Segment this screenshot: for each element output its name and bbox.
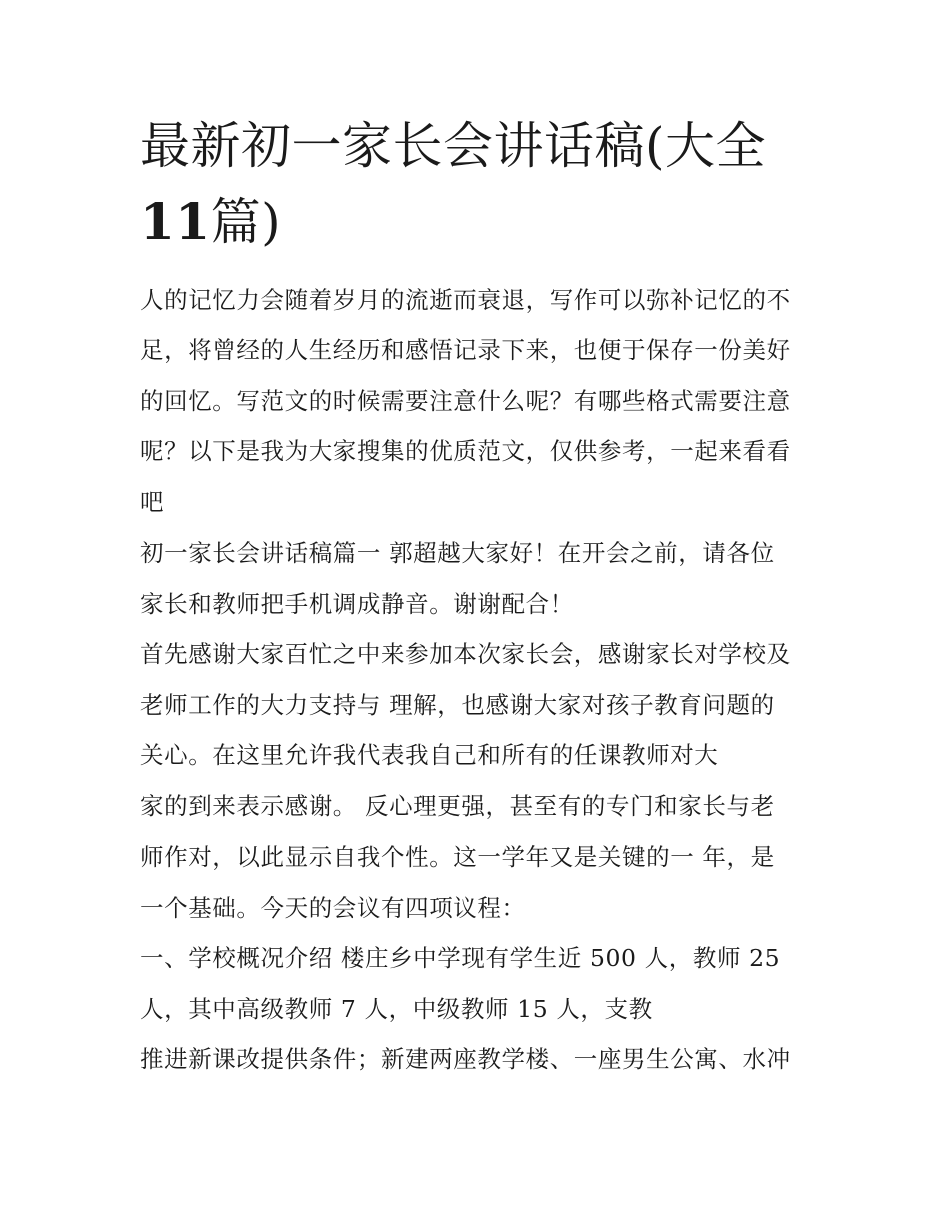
- body-line-12: 师作对，以此显示自我个性。这一学年又是关键的一 年，是: [140, 843, 775, 871]
- page-title: [140, 108, 820, 260]
- body-line-4: 呢？以下是我为大家搜集的优质范文，仅供参考，一起来看看: [140, 437, 791, 465]
- body-line-5: 吧: [140, 488, 165, 516]
- body-line-13: 一个基础。今天的会议有四项议程：: [140, 894, 526, 922]
- body-line-16: 推进新课改提供条件；新建两座教学楼、一座男生公寓、水冲: [140, 1045, 791, 1073]
- body-line-7: 家长和教师把手机调成静音。谢谢配合！: [140, 590, 574, 618]
- body-line-15: 人，其中高级教师 7 人，中级教师 15 人，支教: [140, 995, 653, 1023]
- body-line-11: 家的到来表示感谢。 反心理更强，甚至有的专门和家长与老: [140, 792, 775, 820]
- title-line-2: 篇): [210, 193, 282, 251]
- body-line-6: 初一家长会讲话稿篇一 郭超越大家好！在开会之前，请各位: [140, 539, 775, 567]
- body-line-9: 老师工作的大力支持与 理解，也感谢大家对孩子教育问题的: [140, 691, 775, 719]
- title-number: 11: [140, 192, 211, 251]
- body-line-2: 足，将曾经的人生经历和感悟记录下来，也便于保存一份美好: [140, 336, 791, 364]
- body-line-1: 人的记忆力会随着岁月的流逝而衰退，写作可以弥补记忆的不: [140, 286, 791, 314]
- title-line-1: 最新初一家长会讲话稿(大全: [140, 117, 767, 175]
- body-line-8: 首先感谢大家百忙之中来参加本次家长会，感谢家长对学校及: [140, 640, 791, 668]
- body-line-3: 的回忆。写范文的时候需要注意什么呢？有哪些格式需要注意: [140, 387, 791, 415]
- body-line-10: 关心。在这里允许我代表我自己和所有的任课教师对大: [140, 741, 719, 769]
- body-line-14: 一、学校概况介绍 楼庄乡中学现有学生近 500 人，教师 25: [140, 944, 781, 972]
